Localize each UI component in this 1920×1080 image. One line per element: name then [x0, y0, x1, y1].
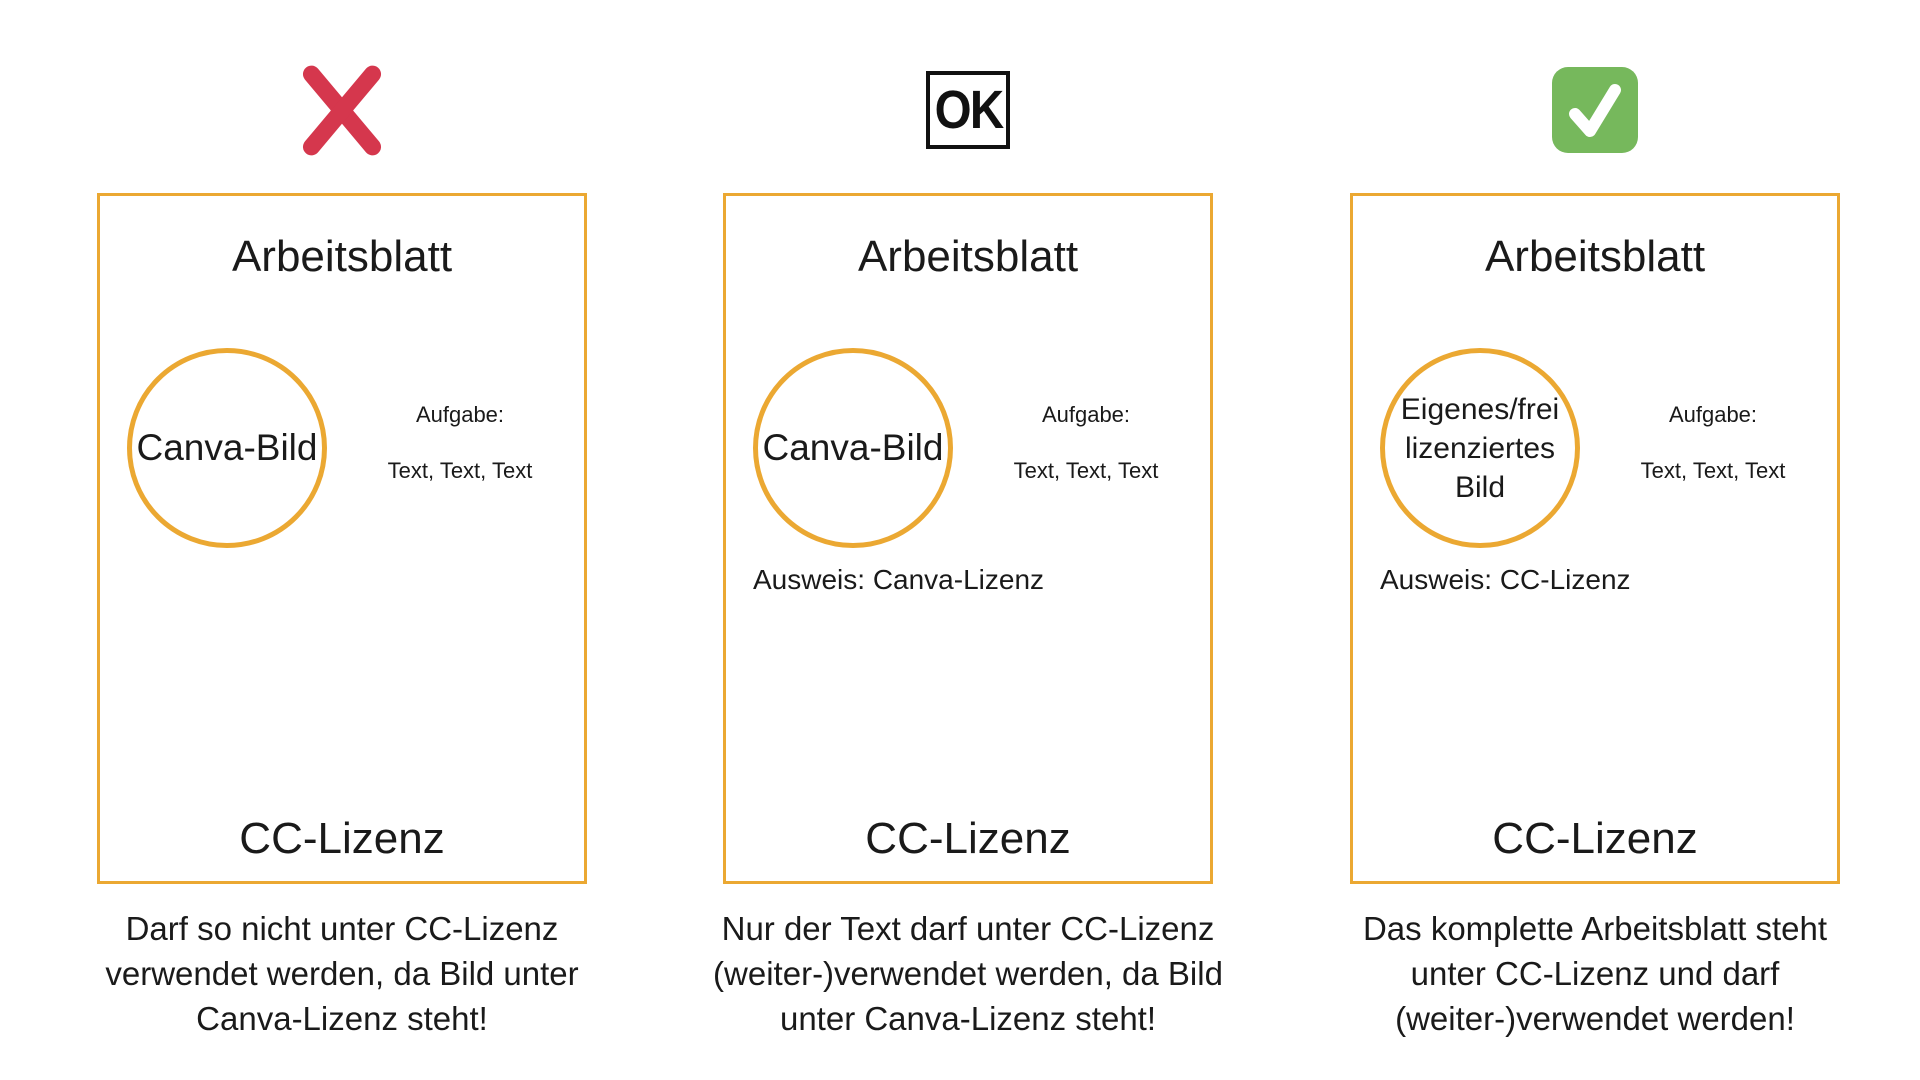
worksheet-card — [97, 193, 587, 884]
worksheet-card — [1350, 193, 1840, 884]
task-block — [340, 402, 580, 484]
cc-license-label: CC-Lizenz — [865, 814, 1071, 863]
worksheet-card — [723, 193, 1213, 884]
worksheet-title: Arbeitsblatt — [231, 232, 453, 281]
cc-license-label: CC-Lizenz — [1492, 814, 1698, 863]
license-note: Ausweis: CC-Lizenz — [1380, 564, 1631, 595]
ok-label: OK — [934, 80, 1002, 140]
verdict-area — [97, 60, 587, 160]
column-not-allowed — [97, 0, 587, 1080]
task-heading: Aufgabe: — [415, 402, 505, 427]
image-label: Eigenes/frei lizenziertes Bild — [1400, 392, 1560, 504]
column-ok — [713, 0, 1223, 1080]
license-note: Ausweis: Canva-Lizenz — [753, 564, 1045, 595]
image-placeholder-circle — [753, 348, 953, 548]
task-block — [1593, 402, 1833, 484]
cross-icon — [297, 65, 387, 155]
worksheet-title: Arbeitsblatt — [1484, 232, 1706, 281]
cc-license-label: CC-Lizenz — [239, 814, 445, 863]
checkmark-icon — [1552, 67, 1638, 153]
task-text: Text, Text, Text — [387, 458, 533, 483]
image-label: Canva-Bild — [762, 426, 944, 468]
image-placeholder-circle — [127, 348, 327, 548]
column-caption: Darf so nicht unter CC-Lizenz verwendet werden, da Bild unter Canva-Lizenz steht! — [105, 910, 579, 1037]
task-heading: Aufgabe: — [1041, 402, 1131, 427]
verdict-area — [1350, 60, 1840, 160]
worksheet-title: Arbeitsblatt — [857, 232, 1079, 281]
image-placeholder-circle — [1380, 348, 1580, 548]
column-caption: Nur der Text darf unter CC-Lizenz (weiter-)verwendet werden, da Bild unter Canva-Lizenz steht! — [713, 910, 1223, 1037]
verdict-area — [723, 60, 1213, 160]
ok-box-icon — [926, 71, 1010, 149]
image-label: Canva-Bild — [136, 426, 318, 468]
column-caption: Das komplette Arbeitsblatt steht unter CC-Lizenz und darf (weiter-)verwendet werden! — [1362, 910, 1828, 1037]
task-text: Text, Text, Text — [1640, 458, 1786, 483]
task-text: Text, Text, Text — [1013, 458, 1159, 483]
task-heading: Aufgabe: — [1668, 402, 1758, 427]
task-block — [966, 402, 1206, 484]
column-allowed — [1350, 0, 1840, 1080]
